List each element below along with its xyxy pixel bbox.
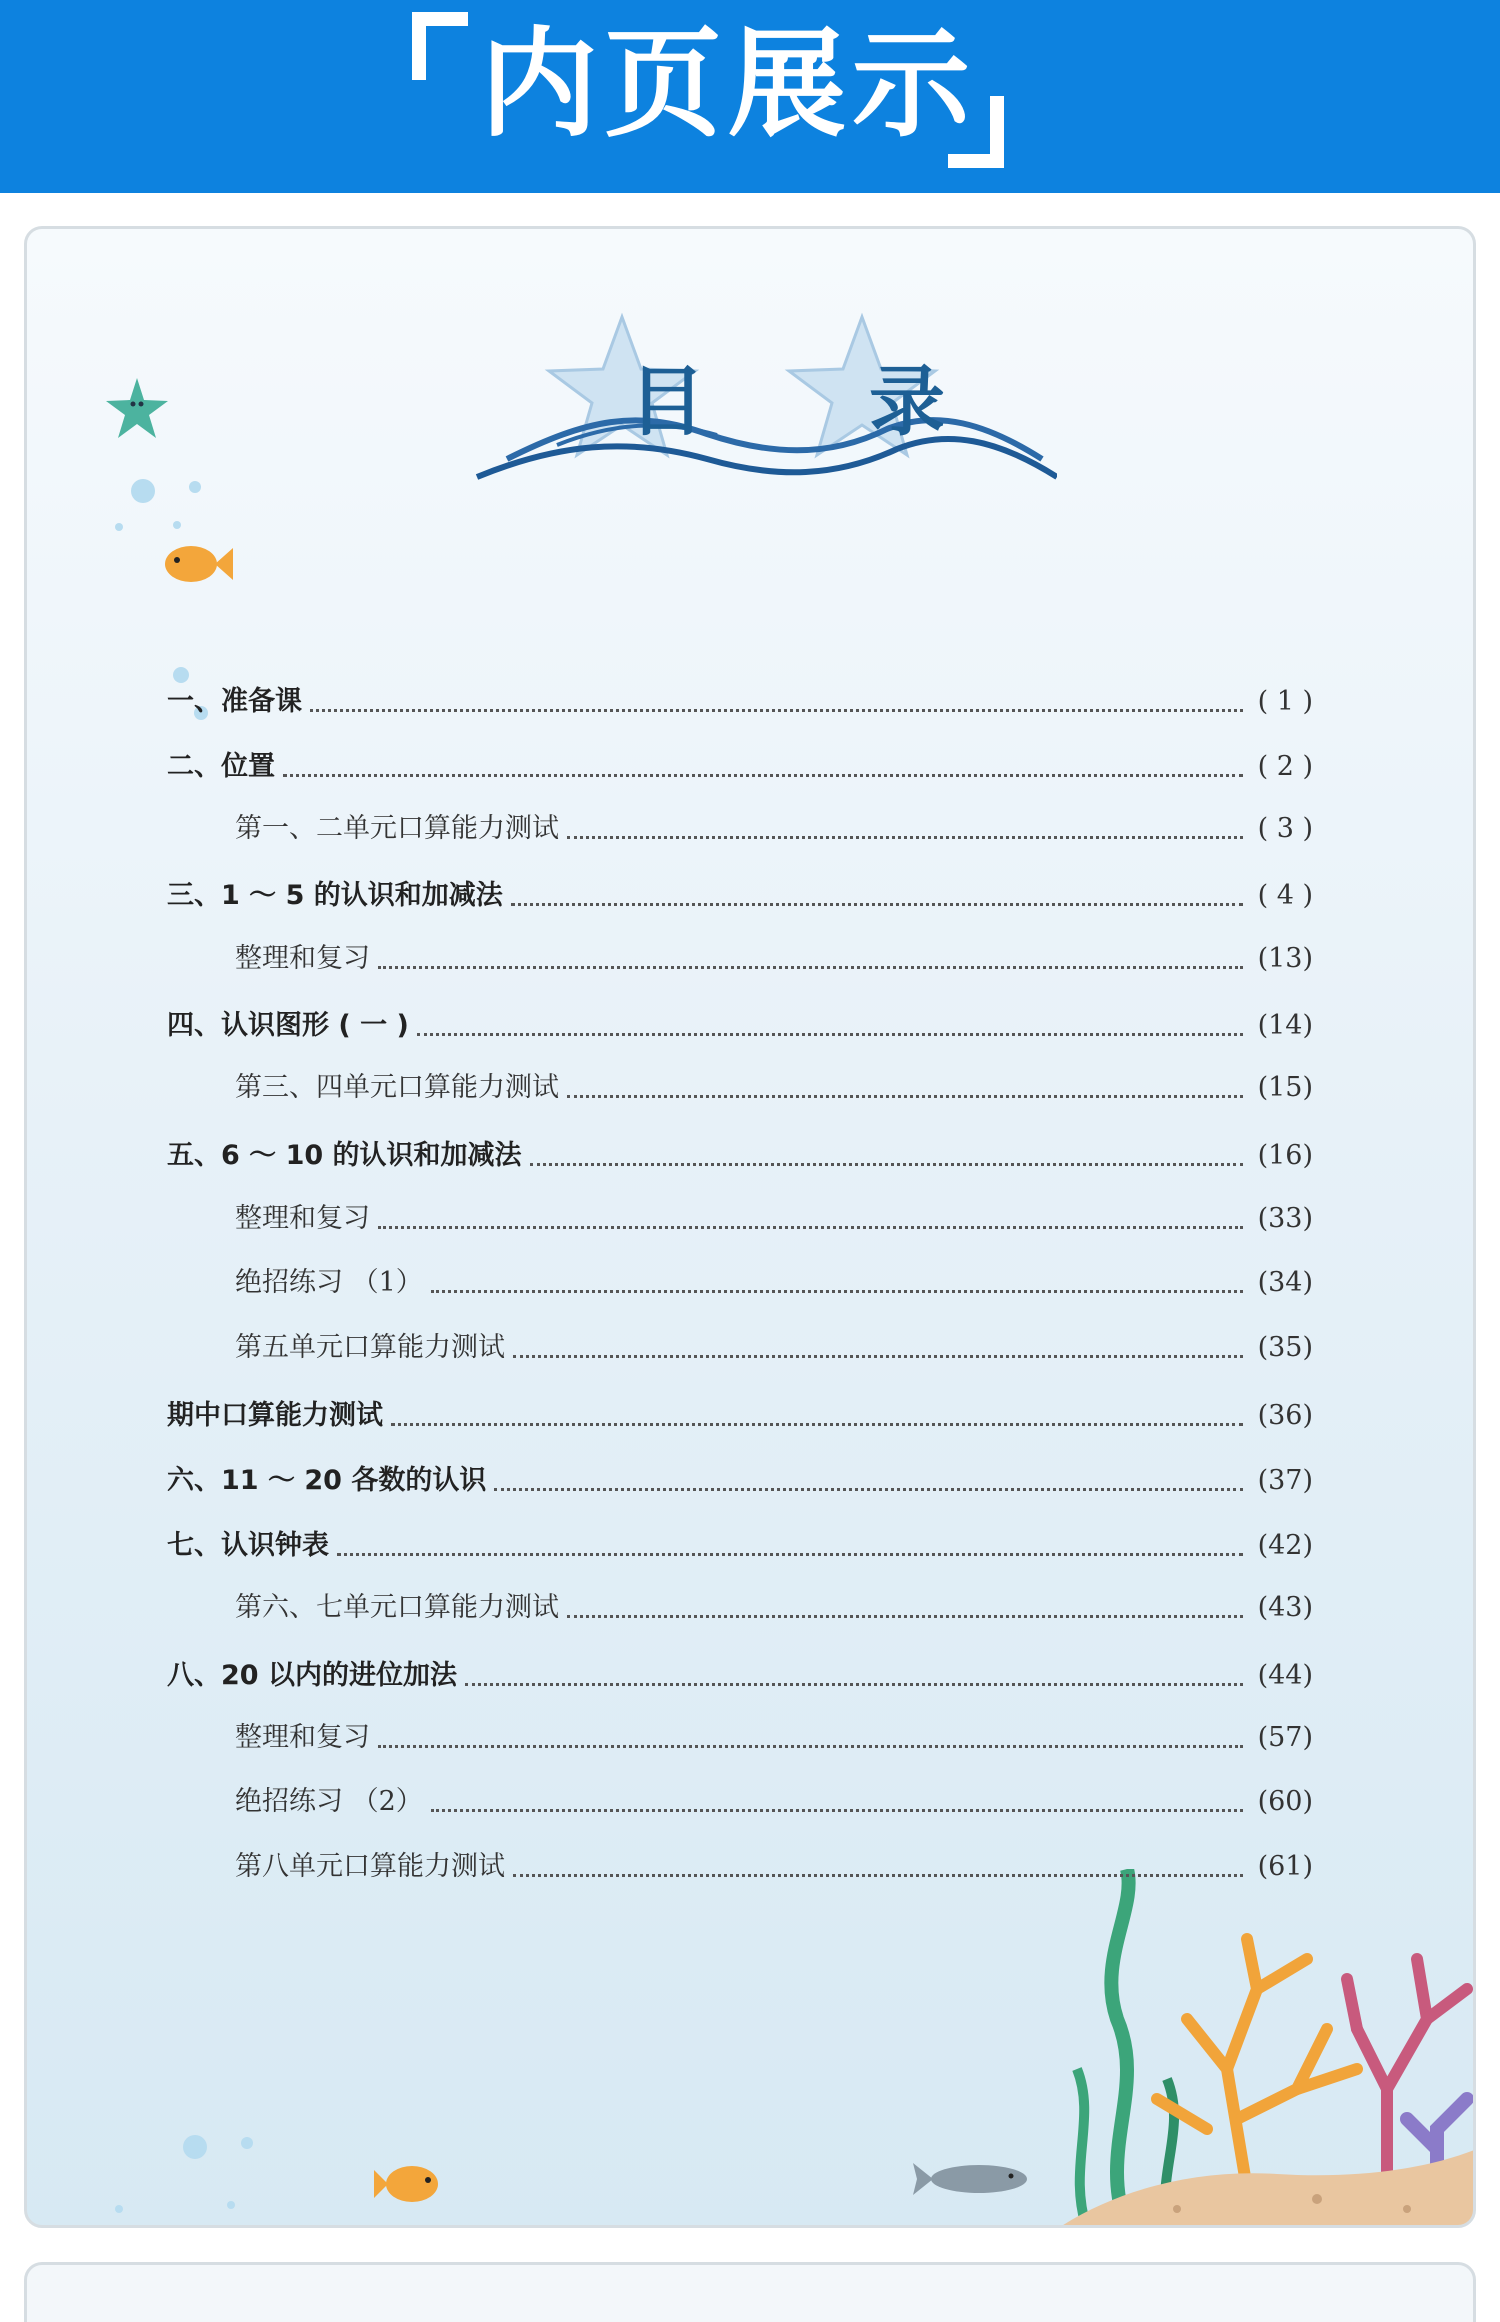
toc-leader-dots <box>378 1225 1243 1229</box>
toc-entry-title: 五、6 ～ 10 的认识和加减法 <box>167 1140 522 1171</box>
toc-leader-dots <box>431 1808 1243 1812</box>
toc-leader-dots <box>378 965 1243 969</box>
toc-leader-dots <box>431 1289 1243 1293</box>
toc-entry-title: 绝招练习 （2） <box>235 1786 423 1817</box>
toc-entry-title: 第三、四单元口算能力测试 <box>235 1072 559 1103</box>
toc-entry-title: 第八单元口算能力测试 <box>235 1851 505 1882</box>
toc-entry-title: 四、认识图形 ( 一 ) <box>167 1010 409 1041</box>
toc-entry-page: (15) <box>1257 1072 1313 1103</box>
toc-entry-page: ( 1 ) <box>1257 686 1313 717</box>
toc-entry-title: 二、位置 <box>167 751 275 782</box>
toc-entry[interactable] <box>27 876 1473 916</box>
toc-entry-page: (36) <box>1257 1400 1313 1431</box>
toc-entry-page: ( 4 ) <box>1257 880 1313 911</box>
toc-entry[interactable] <box>27 682 1473 722</box>
toc-entry-page: ( 3 ) <box>1257 813 1313 844</box>
toc-entry[interactable] <box>27 1656 1473 1696</box>
toc-entry-page: (35) <box>1257 1332 1313 1363</box>
toc-list <box>27 229 1473 2225</box>
toc-entry-title: 八、20 以内的进位加法 <box>167 1660 457 1691</box>
toc-leader-dots <box>567 835 1243 839</box>
header-banner <box>0 0 1500 193</box>
toc-leader-dots <box>310 708 1243 712</box>
heading-char-mu: 目 <box>629 357 705 446</box>
toc-entry-page: (16) <box>1257 1140 1313 1171</box>
toc-entry-title: 第一、二单元口算能力测试 <box>235 813 559 844</box>
toc-entry-page: (37) <box>1257 1465 1313 1496</box>
toc-leader-dots <box>337 1552 1243 1556</box>
toc-entry[interactable] <box>27 1526 1473 1566</box>
toc-leader-dots <box>567 1094 1243 1098</box>
toc-entry[interactable] <box>27 747 1473 787</box>
toc-entry[interactable] <box>27 1199 1473 1239</box>
toc-entry-title: 整理和复习 <box>235 1203 370 1234</box>
toc-entry-title: 整理和复习 <box>235 943 370 974</box>
next-page-card <box>24 2262 1476 2322</box>
banner-title: 内页展示 <box>479 15 976 153</box>
toc-entry-title: 六、11 ～ 20 各数的认识 <box>167 1465 487 1496</box>
toc-entry[interactable] <box>27 939 1473 979</box>
toc-entry[interactable] <box>27 1588 1473 1628</box>
toc-entry[interactable] <box>27 1263 1473 1303</box>
toc-entry[interactable] <box>27 1782 1473 1822</box>
toc-entry-page: ( 2 ) <box>1257 751 1313 782</box>
toc-entry-title: 一、准备课 <box>167 686 302 717</box>
toc-entry-page: (43) <box>1257 1592 1313 1623</box>
heading-char-lu: 录 <box>869 357 945 446</box>
toc-entry[interactable] <box>27 809 1473 849</box>
toc-entry-title: 三、1 ～ 5 的认识和加减法 <box>167 880 503 911</box>
toc-entry-page: (60) <box>1257 1786 1313 1817</box>
toc-leader-dots <box>391 1422 1243 1426</box>
right-corner-bracket <box>948 96 1004 168</box>
toc-leader-dots <box>494 1487 1243 1491</box>
toc-entry-page: (34) <box>1257 1267 1313 1298</box>
toc-entry[interactable] <box>27 1006 1473 1046</box>
toc-entry[interactable] <box>27 1068 1473 1108</box>
toc-entry-title: 七、认识钟表 <box>167 1530 329 1561</box>
toc-leader-dots <box>513 1873 1243 1877</box>
toc-leader-dots <box>530 1162 1243 1166</box>
toc-entry-title: 第六、七单元口算能力测试 <box>235 1592 559 1623</box>
toc-entry-title: 第五单元口算能力测试 <box>235 1332 505 1363</box>
toc-entry[interactable] <box>27 1396 1473 1436</box>
toc-entry-title: 期中口算能力测试 <box>167 1400 383 1431</box>
toc-leader-dots <box>465 1682 1243 1686</box>
toc-entry[interactable] <box>27 1718 1473 1758</box>
toc-leader-dots <box>513 1354 1243 1358</box>
toc-entry-page: (33) <box>1257 1203 1313 1234</box>
toc-entry-page: (57) <box>1257 1722 1313 1753</box>
toc-entry-title: 整理和复习 <box>235 1722 370 1753</box>
toc-entry-page: (44) <box>1257 1660 1313 1691</box>
toc-leader-dots <box>417 1032 1243 1036</box>
toc-leader-dots <box>283 773 1243 777</box>
toc-entry-page: (14) <box>1257 1010 1313 1041</box>
toc-entry-title: 绝招练习 （1） <box>235 1267 423 1298</box>
toc-entry[interactable] <box>27 1461 1473 1501</box>
toc-leader-dots <box>511 902 1243 906</box>
toc-entry-page: (61) <box>1257 1851 1313 1882</box>
toc-entry-page: (13) <box>1257 943 1313 974</box>
table-of-contents-page <box>24 226 1476 2228</box>
toc-leader-dots <box>378 1744 1243 1748</box>
toc-entry-page: (42) <box>1257 1530 1313 1561</box>
toc-entry[interactable] <box>27 1847 1473 1887</box>
toc-leader-dots <box>567 1614 1243 1618</box>
toc-entry[interactable] <box>27 1328 1473 1368</box>
toc-entry[interactable] <box>27 1136 1473 1176</box>
